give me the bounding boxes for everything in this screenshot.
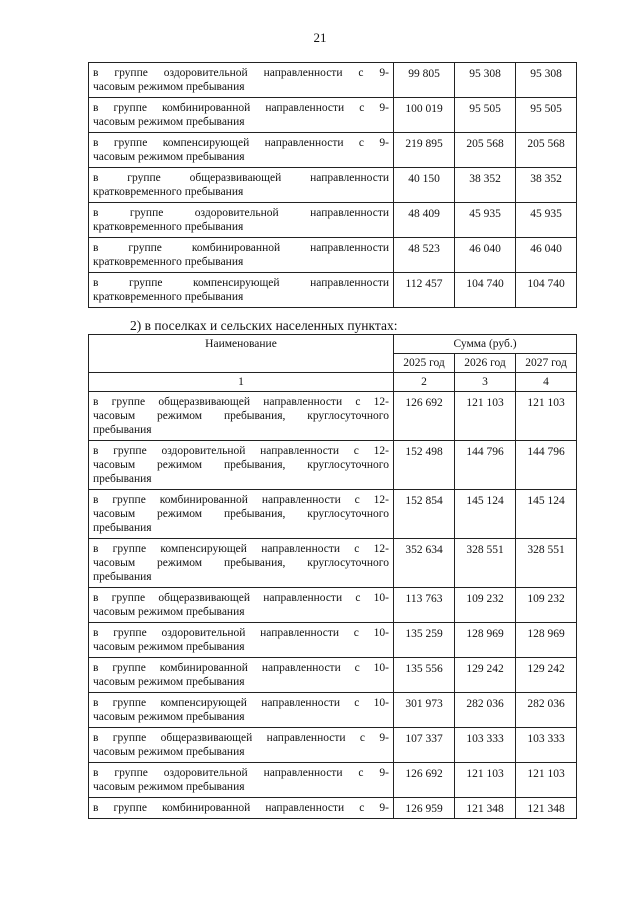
row-name-line: пребывания bbox=[93, 424, 152, 436]
page-number: 21 bbox=[313, 30, 327, 45]
row-name-line: пребывания bbox=[93, 473, 152, 485]
table-row bbox=[89, 168, 577, 203]
table-row bbox=[89, 63, 577, 98]
value-2025: 301 973 bbox=[394, 693, 455, 728]
row-name bbox=[89, 728, 394, 763]
row-name-line: часовым режимом пребывания bbox=[93, 781, 245, 793]
row-name-line: в группе оздоровительной направленности с 9- bbox=[93, 767, 389, 779]
value-2027: 104 740 bbox=[516, 273, 577, 308]
value-2027: 328 551 bbox=[516, 539, 577, 588]
row-name bbox=[89, 490, 394, 539]
value-2025: 40 150 bbox=[394, 168, 455, 203]
table-row bbox=[89, 238, 577, 273]
row-name-line: часовым режимом пребывания, круглосуточного bbox=[93, 410, 389, 422]
value-2026: 282 036 bbox=[455, 693, 516, 728]
value-2026: 129 242 bbox=[455, 658, 516, 693]
column-number-4: 4 bbox=[516, 373, 577, 392]
table-row bbox=[89, 693, 577, 728]
row-name-line: часовым режимом пребывания, круглосуточного bbox=[93, 459, 389, 471]
row-name-line: в группе общеразвивающей направленности с 9- bbox=[93, 732, 389, 744]
row-name-line: часовым режимом пребывания bbox=[93, 606, 245, 618]
value-2026: 121 103 bbox=[455, 763, 516, 798]
value-2027: 128 969 bbox=[516, 623, 577, 658]
value-2027: 282 036 bbox=[516, 693, 577, 728]
value-2025: 352 634 bbox=[394, 539, 455, 588]
row-name-line: в группе комбинированной направленности с 10- bbox=[93, 662, 389, 674]
row-name-line: в группе компенсирующей направленности с 9- bbox=[93, 137, 389, 149]
value-2025: 126 959 bbox=[394, 798, 455, 819]
table-row bbox=[89, 392, 577, 441]
row-name-line: кратковременного пребывания bbox=[93, 291, 244, 303]
value-2027: 95 505 bbox=[516, 98, 577, 133]
row-name-line: часовым режимом пребывания bbox=[93, 81, 245, 93]
row-name bbox=[89, 441, 394, 490]
value-2025: 126 692 bbox=[394, 392, 455, 441]
row-name-line: часовым режимом пребывания, круглосуточного bbox=[93, 557, 389, 569]
row-name-line: в группе компенсирующей направленности с 10- bbox=[93, 697, 389, 709]
header-year-2026: 2026 год bbox=[455, 354, 516, 373]
table-row bbox=[89, 798, 577, 819]
value-2026: 38 352 bbox=[455, 168, 516, 203]
value-2026: 95 308 bbox=[455, 63, 516, 98]
row-name-line: в группе оздоровительной направленности с 9- bbox=[93, 67, 389, 79]
value-2026: 144 796 bbox=[455, 441, 516, 490]
table-row bbox=[89, 763, 577, 798]
value-2027: 46 040 bbox=[516, 238, 577, 273]
value-2025: 112 457 bbox=[394, 273, 455, 308]
row-name bbox=[89, 273, 394, 308]
row-name-line: кратковременного пребывания bbox=[93, 256, 244, 268]
row-name bbox=[89, 539, 394, 588]
row-name bbox=[89, 133, 394, 168]
header-year-2025: 2025 год bbox=[394, 354, 455, 373]
row-name-line: в группе компенсирующей направленности с 12- bbox=[93, 543, 389, 555]
row-name bbox=[89, 98, 394, 133]
row-name-line: часовым режимом пребывания bbox=[93, 746, 245, 758]
table-row bbox=[89, 623, 577, 658]
row-name bbox=[89, 623, 394, 658]
table-row bbox=[89, 658, 577, 693]
value-2025: 107 337 bbox=[394, 728, 455, 763]
table-row bbox=[89, 490, 577, 539]
value-2027: 38 352 bbox=[516, 168, 577, 203]
value-2027: 205 568 bbox=[516, 133, 577, 168]
value-2026: 46 040 bbox=[455, 238, 516, 273]
value-2026: 45 935 bbox=[455, 203, 516, 238]
table-row bbox=[89, 588, 577, 623]
row-name bbox=[89, 763, 394, 798]
rates-table-continued bbox=[88, 62, 577, 308]
row-name bbox=[89, 798, 394, 819]
value-2027: 95 308 bbox=[516, 63, 577, 98]
value-2027: 103 333 bbox=[516, 728, 577, 763]
value-2025: 48 523 bbox=[394, 238, 455, 273]
row-name bbox=[89, 63, 394, 98]
row-name-line: кратковременного пребывания bbox=[93, 186, 244, 198]
row-name bbox=[89, 693, 394, 728]
table-row bbox=[89, 539, 577, 588]
value-2026: 104 740 bbox=[455, 273, 516, 308]
row-name-line: в группе комбинированной направленности с 9- bbox=[93, 102, 389, 114]
value-2025: 152 854 bbox=[394, 490, 455, 539]
value-2027: 45 935 bbox=[516, 203, 577, 238]
value-2026: 121 348 bbox=[455, 798, 516, 819]
row-name-line: в группе общеразвивающей направленности с 10- bbox=[93, 592, 389, 604]
value-2027: 121 348 bbox=[516, 798, 577, 819]
row-name-line: часовым режимом пребывания, круглосуточного bbox=[93, 508, 389, 520]
value-2026: 121 103 bbox=[455, 392, 516, 441]
row-name-line: в группе комбинированной направленности с 9- bbox=[93, 802, 389, 814]
table-row bbox=[89, 203, 577, 238]
row-name bbox=[89, 392, 394, 441]
value-2027: 129 242 bbox=[516, 658, 577, 693]
row-name bbox=[89, 203, 394, 238]
table-row bbox=[89, 273, 577, 308]
table-row bbox=[89, 98, 577, 133]
table-row bbox=[89, 728, 577, 763]
value-2026: 128 969 bbox=[455, 623, 516, 658]
row-name-line: в группе общеразвивающей направленности с 12- bbox=[93, 396, 389, 408]
value-2025: 113 763 bbox=[394, 588, 455, 623]
value-2026: 109 232 bbox=[455, 588, 516, 623]
row-name-line: в группе общеразвивающей направленности bbox=[93, 172, 389, 184]
value-2025: 135 259 bbox=[394, 623, 455, 658]
table-row bbox=[89, 133, 577, 168]
header-name: Наименование bbox=[89, 335, 394, 373]
row-name-line: в группе компенсирующей направленности bbox=[93, 277, 389, 289]
value-2026: 103 333 bbox=[455, 728, 516, 763]
value-2026: 95 505 bbox=[455, 98, 516, 133]
row-name bbox=[89, 588, 394, 623]
row-name bbox=[89, 658, 394, 693]
value-2026: 145 124 bbox=[455, 490, 516, 539]
row-name-line: в группе оздоровительной направленности bbox=[93, 207, 389, 219]
value-2027: 121 103 bbox=[516, 392, 577, 441]
value-2026: 328 551 bbox=[455, 539, 516, 588]
value-2025: 219 895 bbox=[394, 133, 455, 168]
value-2027: 109 232 bbox=[516, 588, 577, 623]
row-name-line: в группе оздоровительной направленности с 12- bbox=[93, 445, 389, 457]
row-name-line: часовым режимом пребывания bbox=[93, 676, 245, 688]
header-sum: Сумма (руб.) bbox=[394, 335, 577, 354]
row-name-line: пребывания bbox=[93, 571, 152, 583]
section-title: 2) в поселках и сельских населенных пунктах: bbox=[130, 318, 398, 333]
row-name-line: часовым режимом пребывания bbox=[93, 711, 245, 723]
row-name-line: в группе комбинированной направленности bbox=[93, 242, 389, 254]
row-name-line: пребывания bbox=[93, 522, 152, 534]
value-2025: 126 692 bbox=[394, 763, 455, 798]
value-2027: 121 103 bbox=[516, 763, 577, 798]
row-name-line: в группе комбинированной направленности с 12- bbox=[93, 494, 389, 506]
row-name-line: часовым режимом пребывания bbox=[93, 641, 245, 653]
row-name-line: часовым режимом пребывания bbox=[93, 116, 245, 128]
column-number-3: 3 bbox=[455, 373, 516, 392]
value-2027: 145 124 bbox=[516, 490, 577, 539]
row-name-line: в группе оздоровительной направленности с 10- bbox=[93, 627, 389, 639]
value-2025: 152 498 bbox=[394, 441, 455, 490]
value-2025: 48 409 bbox=[394, 203, 455, 238]
header-year-2027: 2027 год bbox=[516, 354, 577, 373]
row-name bbox=[89, 238, 394, 273]
column-number-1: 1 bbox=[89, 373, 394, 392]
value-2025: 135 556 bbox=[394, 658, 455, 693]
table-row bbox=[89, 441, 577, 490]
value-2025: 99 805 bbox=[394, 63, 455, 98]
value-2026: 205 568 bbox=[455, 133, 516, 168]
value-2027: 144 796 bbox=[516, 441, 577, 490]
value-2025: 100 019 bbox=[394, 98, 455, 133]
column-number-2: 2 bbox=[394, 373, 455, 392]
row-name-line: часовым режимом пребывания bbox=[93, 151, 245, 163]
row-name bbox=[89, 168, 394, 203]
row-name-line: кратковременного пребывания bbox=[93, 221, 244, 233]
rates-table-rural bbox=[88, 334, 577, 819]
